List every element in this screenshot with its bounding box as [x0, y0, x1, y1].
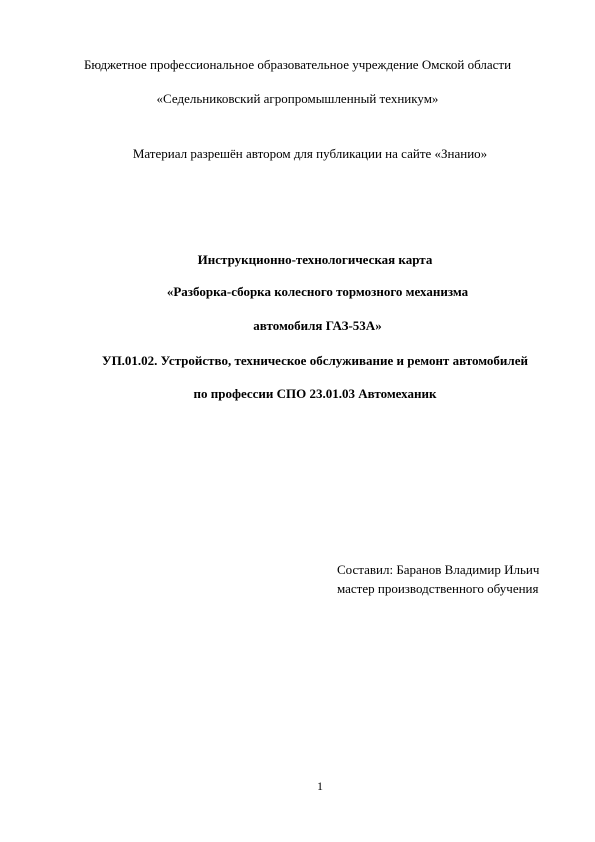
- document-title: Инструкционно-технологическая карта: [197, 252, 433, 267]
- profession-line: по профессии СПО 23.01.03 Автомеханик: [193, 386, 437, 401]
- course-line: УП.01.02. Устройство, техническое обслуживание и ремонт автомобилей: [102, 353, 528, 368]
- page-number: 1: [317, 779, 323, 793]
- author-position: мастер производственного обучения: [337, 581, 539, 596]
- publication-permission: Материал разрешён автором для публикации на сайте «Знанио»: [132, 146, 488, 161]
- institution-line: Бюджетное профессиональное образовательное учреждение Омской области: [83, 57, 512, 72]
- author-name: Составил: Баранов Владимир Ильич: [337, 562, 540, 577]
- document-subtitle-line2: автомобиля ГАЗ-53А»: [253, 318, 382, 333]
- document-subtitle-line1: «Разборка-сборка колесного тормозного механизма: [166, 284, 469, 299]
- college-name: «Седельниковский агропромышленный техникум»: [156, 91, 439, 106]
